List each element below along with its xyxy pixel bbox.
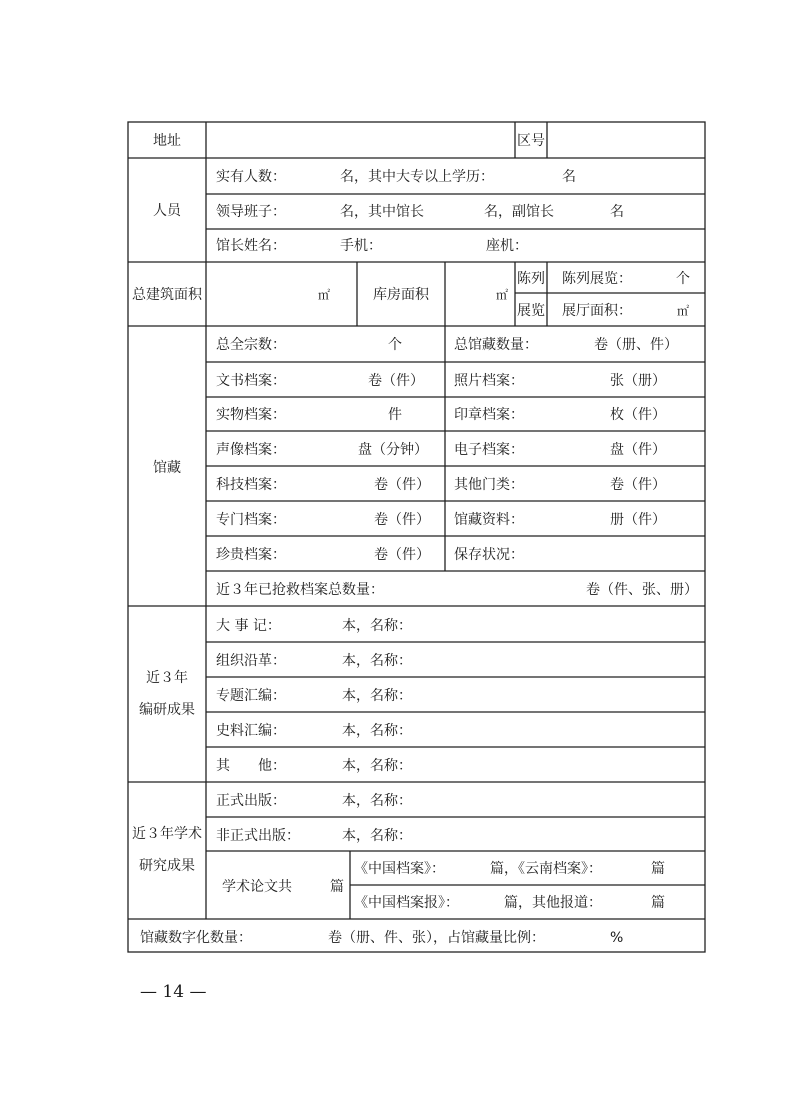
compile-row — [216, 687, 412, 704]
china-archives-label: 《中国档案》： — [354, 861, 445, 877]
formal-publication-label: 正式出版： — [216, 793, 286, 809]
mobile-label: 手机： — [340, 238, 382, 254]
other-reports-label: 篇，其他报道： — [504, 895, 602, 911]
page-number: — 14 — — [140, 982, 207, 1002]
holdings-right-label: 电子档案： — [454, 442, 524, 458]
compile-row-value: 本，名称： — [342, 618, 412, 634]
display-count-label: 陈列展览： — [562, 271, 632, 287]
papers-label: 学术论文共 — [222, 879, 292, 895]
compile-row — [216, 652, 412, 669]
china-archives-news-label: 《中国档案报》： — [354, 895, 459, 911]
holdings-right-unit: 张（册） — [610, 373, 666, 389]
table-border — [128, 122, 705, 952]
holdings-left-unit: 盘（分钟） — [358, 442, 428, 458]
holdings-right-unit: 盘（件） — [610, 442, 666, 458]
exhibit-label-2: 展览 — [517, 303, 545, 319]
compile-section-label-2: 编研成果 — [139, 702, 195, 718]
staff-education-label: 名，其中大专以上学历： — [340, 169, 494, 185]
yunnan-archives-unit: 篇 — [651, 861, 665, 877]
holdings-right-label: 照片档案： — [454, 373, 524, 389]
holdings-left-unit: 件 — [388, 407, 402, 423]
holdings-left-unit: 个 — [388, 337, 402, 353]
holdings-left-unit: 卷（件） — [368, 373, 424, 389]
digitization-percent: % — [610, 930, 624, 946]
holdings-left-label: 总全宗数： — [216, 337, 286, 353]
exhibit-label-1: 陈列 — [517, 271, 545, 287]
hall-area-label: 展厅面积： — [562, 303, 632, 319]
holdings-left-unit: 卷（件） — [374, 477, 430, 493]
holdings-right-unit: 册（件） — [610, 512, 666, 528]
papers-unit: 篇 — [330, 879, 344, 895]
holdings-right-unit: 枚（件） — [610, 407, 666, 423]
holdings-row — [216, 441, 666, 458]
storage-area-unit: ㎡ — [496, 288, 509, 302]
total-area-unit: ㎡ — [318, 288, 331, 302]
staff-section-label: 人员 — [153, 203, 181, 219]
compile-row-label: 专题汇编： — [216, 688, 286, 704]
academic-section-label-1: 近３年学术 — [132, 826, 202, 842]
leadership-label: 领导班子： — [216, 204, 286, 220]
holdings-section-label: 馆藏 — [153, 460, 181, 476]
holdings-left-label: 声像档案： — [216, 442, 286, 458]
holdings-right-label: 其他门类： — [454, 477, 524, 493]
compile-row — [216, 722, 412, 739]
holdings-row — [216, 476, 666, 493]
informal-publication-value: 本，名称： — [342, 828, 412, 844]
compile-row-label: 组织沿革： — [216, 653, 286, 669]
compile-row — [216, 757, 412, 774]
holdings-row — [216, 336, 678, 353]
compile-row-value: 本，名称： — [342, 653, 412, 669]
holdings-left-label: 文书档案： — [216, 373, 286, 389]
holdings-right-unit: 卷（件） — [610, 477, 666, 493]
other-reports-unit: 篇 — [651, 895, 665, 911]
holdings-left-label: 科技档案： — [216, 477, 286, 493]
holdings-left-label: 专门档案： — [216, 512, 286, 528]
holdings-right-unit: 卷（册、件） — [594, 337, 678, 353]
informal-publication-label: 非正式出版： — [216, 828, 300, 844]
compile-row — [216, 617, 412, 634]
compile-row-value: 本，名称： — [342, 688, 412, 704]
rescued-archives-label: 近３年已抢救档案总数量： — [216, 582, 384, 598]
rescued-archives-unit: 卷（件、张、册） — [586, 582, 698, 598]
holdings-row — [216, 511, 666, 528]
hall-area-unit: ㎡ — [677, 304, 690, 318]
staff-count-label: 实有人数： — [216, 169, 286, 185]
holdings-right-label: 印章档案： — [454, 407, 524, 423]
holdings-right-label: 总馆藏数量： — [454, 337, 538, 353]
deputy-director-label: 名，副馆长 — [484, 204, 554, 220]
holdings-left-unit: 卷（件） — [374, 547, 430, 563]
director-label: 名，其中馆长 — [340, 204, 424, 220]
compile-row-label: 大 事 记： — [216, 618, 281, 634]
holdings-right-label: 馆藏资料： — [454, 512, 524, 528]
address-label: 地址 — [153, 133, 181, 149]
storage-area-label: 库房面积 — [373, 287, 429, 303]
holdings-right-label: 保存状况： — [454, 547, 524, 563]
landline-label: 座机： — [486, 238, 528, 254]
total-area-label: 总建筑面积 — [132, 287, 202, 303]
digitization-label: 馆藏数字化数量： — [140, 930, 252, 946]
deputy-director-unit: 名 — [610, 204, 624, 220]
compile-row-label: 其 他： — [216, 758, 286, 774]
holdings-left-label: 实物档案： — [216, 407, 286, 423]
compile-section-label-1: 近３年 — [146, 670, 188, 686]
holdings-left-unit: 卷（件） — [374, 512, 430, 528]
director-name-label: 馆长姓名： — [216, 238, 286, 254]
holdings-row — [216, 546, 524, 563]
holdings-left-label: 珍贵档案： — [216, 547, 286, 563]
academic-section-label-2: 研究成果 — [139, 858, 195, 874]
holdings-row — [216, 406, 666, 423]
display-count-unit: 个 — [676, 271, 690, 287]
compile-row-label: 史料汇编： — [216, 723, 286, 739]
formal-publication-value: 本，名称： — [342, 793, 412, 809]
district-code-label: 区号 — [517, 133, 545, 149]
yunnan-archives-label: 篇，《云南档案》： — [490, 861, 602, 877]
holdings-row — [216, 372, 666, 389]
staff-education-unit: 名 — [562, 169, 576, 185]
digitization-ratio-label: 卷（册、件、张），占馆藏量比例： — [328, 930, 545, 946]
compile-row-value: 本，名称： — [342, 723, 412, 739]
compile-row-value: 本，名称： — [342, 758, 412, 774]
